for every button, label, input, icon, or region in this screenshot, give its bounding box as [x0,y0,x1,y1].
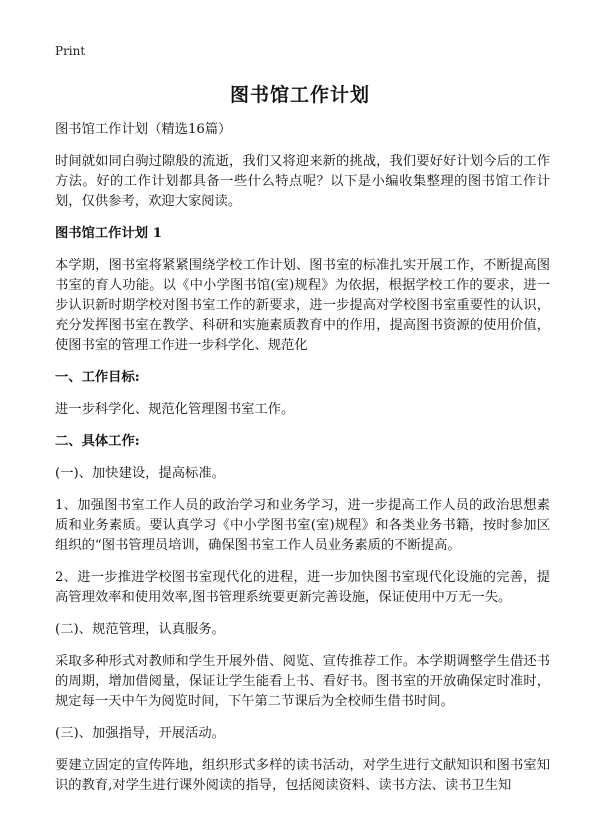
body-paragraph: 本学期，图书室将紧紧围绕学校工作计划、图书室的标准扎实开展工作，不断提高图书室的育人功能。以《中小学图书馆(室)规程》为依据，根据学校工作的要求，进一步认识新时期学校对图书室工作的新要求，进一步提高对学校图书室重要性的认识，充分发挥图书室在教学、科研和实施素质教育中的作用，提高图书资源的使用价值，使图书室的管理工作进一步科学化、规范化 [55,258,550,353]
body-paragraph: 1、加强图书室工作人员的政治学习和业务学习，进一步提高工作人员的政治思想素质和业务素质。要认真学习《中小学图书室(室)规程》和各类业务书籍，按时参加区组织的“图书管理员培训，确保图书室工作人员业务素质的不断提高。 [55,498,550,553]
body-paragraph: 要建立固定的宣传阵地，组织形式多样的读书活动，对学生进行文献知识和图书室知识的教育,对学生进行课外阅读的指导，包括阅读资料、读书方法、读书卫生知 [55,758,550,793]
section-heading: 一、工作目标: [55,370,140,385]
section-heading: 图书馆工作计划 1 [55,226,162,241]
body-paragraph: 2、进一步推进学校图书室现代化的进程，进一步加快图书室现代化设施的完善，提高管理效率和使用效率,图书管理系统要更新完善设施，保证使用中万无一失。 [55,570,550,605]
body-paragraph: 进一步科学化、规范化管理图书室工作。 [55,402,295,417]
print-label: Print [55,44,86,58]
subsection-heading: (三)、加强指导，开展活动。 [55,726,225,741]
subsection-heading: (一)、加快建设，提高标准。 [55,466,225,481]
document-title: 图书馆工作计划 [229,84,370,106]
document-body [55,120,550,808]
intro-paragraph: 时间就如同白驹过隙般的流逝，我们又将迎来新的挑战，我们要好好计划今后的工作方法。好的工作计划都具备一些什么特点呢？以下是小编收集整理的图书馆工作计划，仅供参考，欢迎大家阅读。 [55,154,550,209]
body-paragraph: 采取多种形式对教师和学生开展外借、阅览、宣传推荐工作。本学期调整学生借还书的周期，增加借阅量，保证让学生能看上书、看好书。图书室的开放确保定时准时，规定每一天中午为阅览时间，下午第二节课后为全校师生借书时间。 [55,654,550,709]
section-heading: 二、具体工作: [55,434,140,449]
subsection-heading: (二)、规范管理，认真服务。 [55,622,225,637]
subtitle-paragraph: 图书馆工作计划（精选16篇） [55,122,232,137]
